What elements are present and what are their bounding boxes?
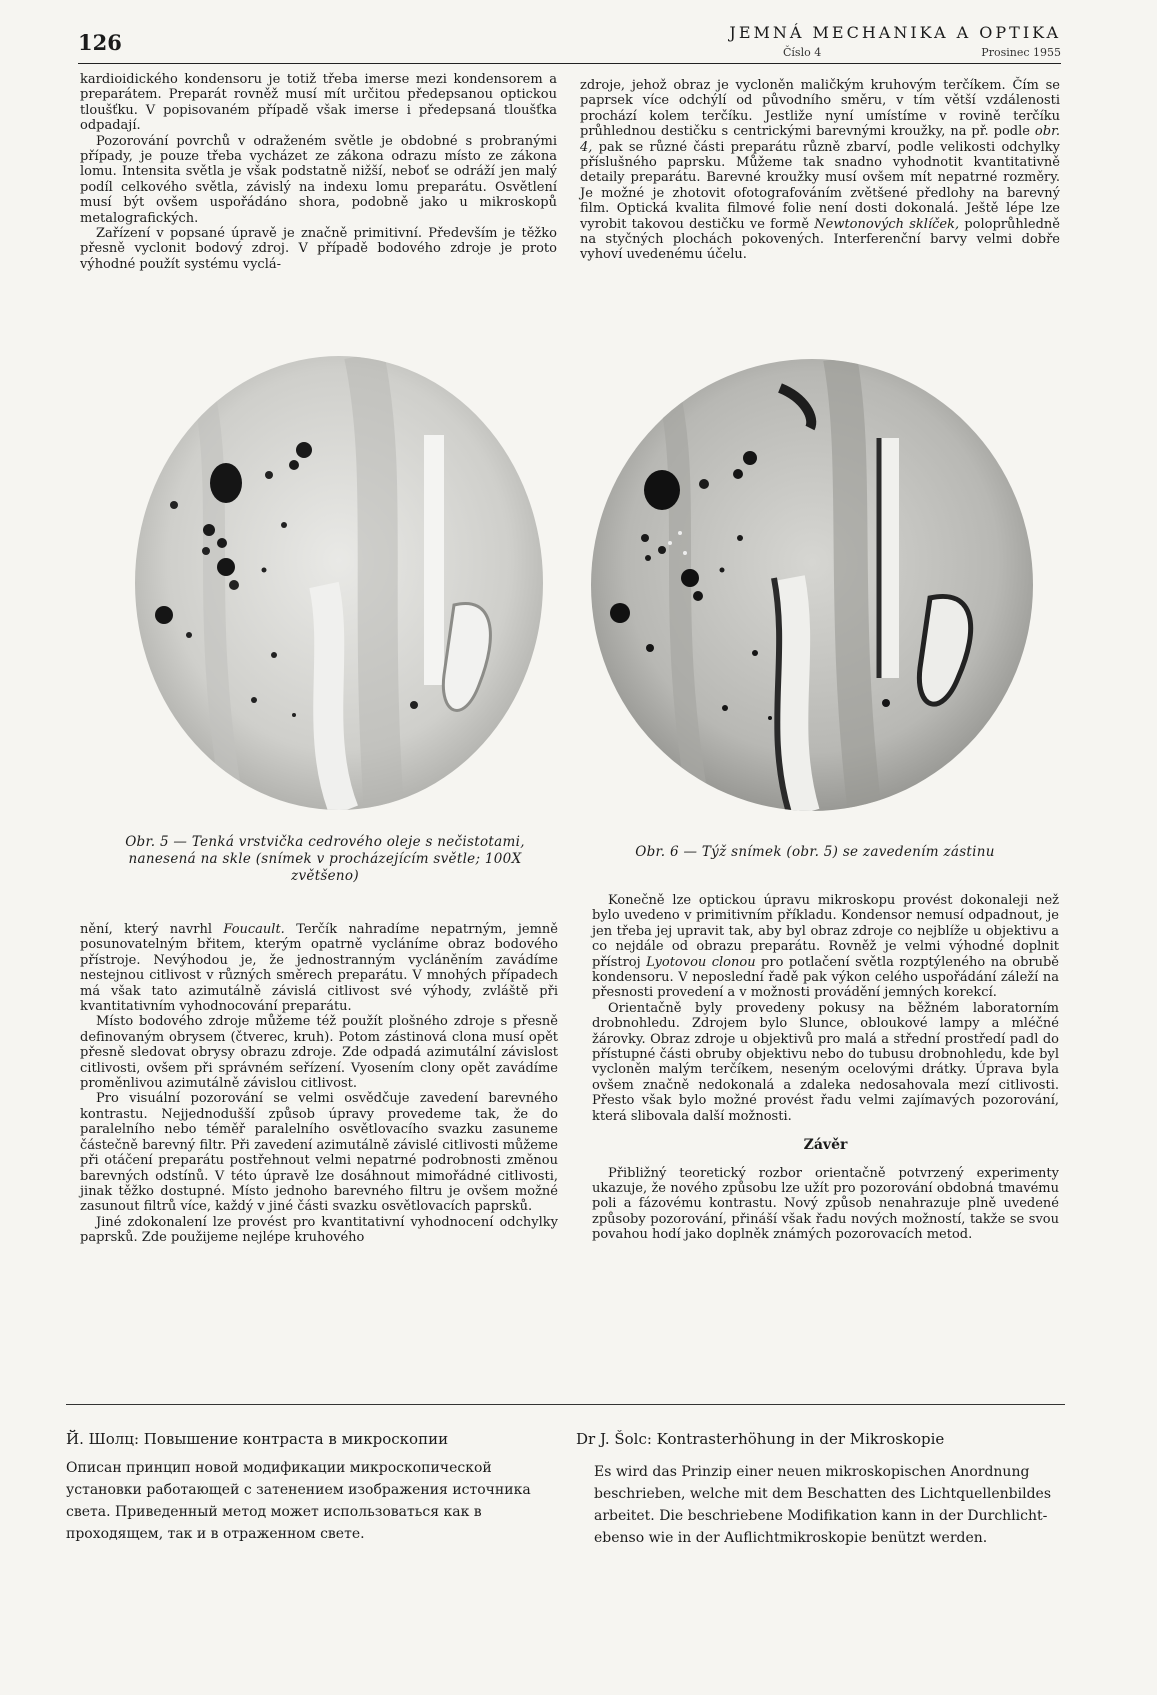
person-name: Foucault.	[223, 922, 285, 937]
right-column-bottom	[592, 893, 1059, 1243]
left-column-bottom	[80, 922, 558, 1246]
paragraph: Přibližný teoretický rozbor orientačně potvrzený experimenty ukazuje, že nového způsobu lze užít pro pozorování obdobná tmavému poli a fázovému kontrastu. Nový způsob nenahrazuje plně uvedené způsoby pozorování, přináší však řadu nových možností, takže se svou povahou hodí jako doplněk známých pozorovacích metod.	[592, 1165, 1059, 1243]
text-run: Konečně lze optickou úpravu mikroskopu provést dokonaleji než bylo uvedeno v primitivním příkladu. Kondensor nemusí odpadnout, je jen třeba jej upravit tak, aby byl obraz zdroje co nejblíže u objektivu a co nejdále od obrazu preparátu. Rovněž je velmi výhodné doplnit přístroj	[592, 893, 1059, 970]
journal-title: JEMNÁ MECHANIKA A OPTIKA	[729, 23, 1061, 42]
issue-number: Číslo 4	[783, 46, 822, 59]
header-rule	[78, 63, 1061, 64]
paragraph	[580, 78, 1060, 263]
right-column-top	[580, 78, 1060, 263]
left-column-top	[80, 72, 557, 272]
figure-5-caption: Obr. 5 — Tenká vrstvička cedrového oleje s nečistotami, nanesená na skle (snímek v procházejícím světle; 100X zvětšeno)	[125, 834, 525, 884]
italic-term: Newtonových sklíček,	[814, 216, 960, 232]
paragraph: Es wird das Prinzip einer neuen mikroskopischen Anordnung beschrieben, welche mit dem Beschatten des Lichtquellenbildes arbeitet. Die beschriebene Modifikation kann in der Durchlicht- ebenso wie in der Auflichtmikroskopie benützt werden.	[594, 1464, 1052, 1546]
text-run: Terčík nahradíme nepatrným, jemně posunovatelným břitem, kterým opatrně vycláníme obraz bodového přístroje. Nevýhodou je, že jednostranným vycláněním zavádíme nestejnou citlivost v různých směrech preparátu. V mnohých případech má však tato azimutálně závislá citlivost své výhody, zvláště při kvantitativním vyhodnocování preparátu.	[80, 922, 558, 1015]
paragraph: Pro visuální pozorování se velmi osvědčuje zavedení barevného kontrastu. Nejjednodušší způsob úpravy provedeme tak, že do paralelního nebo téměř paralelního osvětlovacího svazku zasuneme částečně barevný filtr. Při zavedení azimutálně závislé citlivosti můžeme při otáčení preparátu postřehnout velmi nepatrné podrobnosti změnou barevných odstínů. V této úpravě lze dosáhnout mimořádné citlivosti, jinak těžko dostupné. Místo jednoho barevného filtru je ovšem možné zasunout filtrů více, každý v jiné části svazku osvětlovacích paprsků.	[80, 1091, 558, 1215]
abstract-rule	[66, 1404, 1065, 1405]
paragraph: Jiné zdokonalení lze provést pro kvantitativní vyhodnocení odchylky paprsků. Zde použijeme nejlépe kruhového	[80, 1214, 558, 1246]
paragraph: kardioidického kondensoru je totiž třeba imerse mezi kondensorem a preparátem. Preparát rovněž musí mít určitou předepsanou optickou tloušťku. V popisovaném případě však imerse i předepsaná tloušťka odpadají.	[80, 72, 557, 134]
text-run: nění, který navrhl	[80, 922, 213, 937]
german-abstract-body	[594, 1461, 1054, 1549]
russian-abstract-body: Описан принцип новой модификации микроскопической установки работающей с затенением изображения источника света. Приведенный метод может использоваться как в проходящем, так и в отраженном свете.	[66, 1460, 531, 1542]
text-run: pak se různé části preparátu různě zbarví, podle velikosti odchylky příslušného paprsku. Můžeme tak snadno vyhodnotit kvantitativně detaily preparátu. Barevné kroužky musí ovšem mít nepatrné rozměry. Je možné je zhotovit ofotografováním zvětšené předlohy na barevný film. Optická kvalita filmové folie není dosti dokonalá. Ještě lépe lze vyrobit takovou destičku ve formě	[580, 139, 1060, 232]
page-number: 126	[78, 30, 122, 55]
figure-reference: obr. 4,	[580, 124, 1060, 155]
text-run: zdroje, jehož obraz je vycloněn maličkým kruhovým terčíkem. Čím se paprsek více odchýlí od původního směru, v tím větší vzdálenosti prochází kolem terčíku. Jestliže nyní umístíme v rovině terčíku průhlednou destičku s centrickými barevnými kroužky, na př. podle	[580, 78, 1060, 140]
section-heading-conclusion: Závěr	[803, 1137, 848, 1154]
figure-5-micrograph	[134, 355, 544, 811]
figure-6-micrograph	[590, 358, 1035, 813]
russian-abstract-title: Й. Шолц: Повышение контраста в микроскопии	[66, 1430, 449, 1448]
text-run: poloprůhledně na styčných plochách pokovených. Interferenční barvy velmi dobře vyhoví uvedenému účelu.	[580, 216, 1060, 263]
figure-6-caption: Obr. 6 — Týž snímek (obr. 5) se zavedením zástinu	[635, 844, 995, 860]
paragraph	[592, 893, 1059, 1001]
paragraph	[80, 922, 558, 1014]
italic-term: Lyotovou clonou	[646, 954, 756, 970]
paragraph: Pozorování povrchů v odraženém světle je obdobné s probranými případy, je pouze třeba vycházet ze zákona odrazu místo ze zákona lomu. Intensita světla je však podstatně nižší, neboť se odráží jen malý podíl celkového světla, závislý na indexu lomu preparátu. Osvětlení musí být ovšem uspořádáno shora, podobně jako u mikroskopů metalografických.	[80, 133, 557, 226]
paragraph: Orientačně byly provedeny pokusy na běžném laboratorním drobnohledu. Zdrojem bylo Slunce, obloukové lampy a mléčné žárovky. Obraz zdroje u objektivů pro malá a střední prostředí padl do přístupné části obruby objektivu nebo do tubusu drobnohledu, kde byl vycloněn malým terčíkem, neseným ocelovými drátky. Úprava byla ovšem značně nedokonalá a zdaleka nedosahovala mezí citlivosti. Přesto však bylo možné provést řadu velmi zajímavých pozorování, která slibovala další možnosti.	[592, 1000, 1059, 1124]
paragraph: Zařízení v popsané úpravě je značně primitivní. Především je těžko přesně vyclonit bodový zdroj. V případě bodového zdroje je proto výhodné použít systému vyclá-	[80, 226, 557, 272]
issue-date: Prosinec 1955	[981, 46, 1061, 59]
paragraph: Místo bodového zdroje můžeme též použít plošného zdroje s přesně definovaným obrysem (čtverec, kruh). Potom zástinová clona musí opět přesně sledovat obrysy obrazu zdroje. Zde odpadá azimutální závislost citlivosti, ovšem při správném seřízení. Vyosením clony opět zavádíme proměnlivou azimutálně závislou citlivost.	[80, 1014, 558, 1092]
german-abstract-title: Dr J. Šolc: Kontrasterhöhung in der Mikroskopie	[576, 1430, 945, 1448]
text-run: pro potlačení světla rozptýleného na obrubě kondensoru. V neposlední řadě pak výkon celého uspořádání záleží na přesnosti provedení a v možnosti provádění jemných korekcí.	[592, 954, 1060, 1001]
